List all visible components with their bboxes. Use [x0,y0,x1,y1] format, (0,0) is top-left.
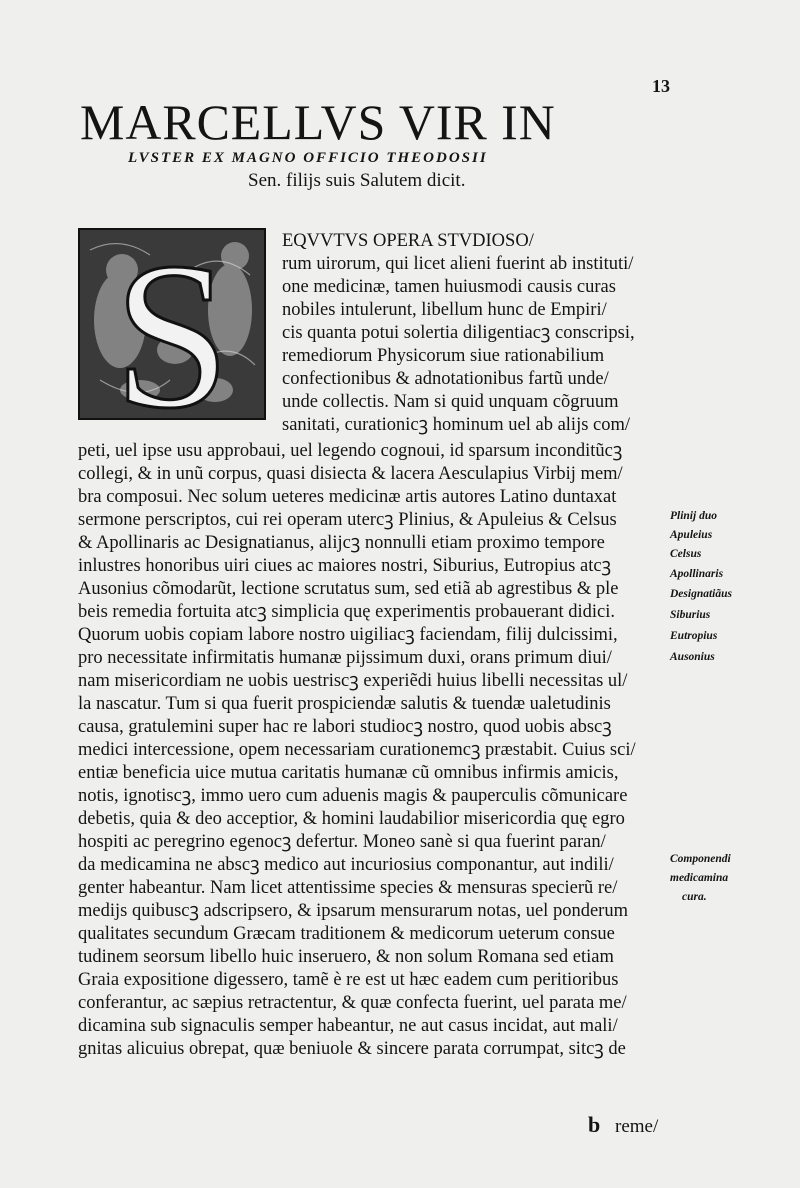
margin-note: cura. [682,891,707,903]
subtitle-line-2: Sen. filijs suis Salutem dicit. [248,170,466,191]
body-line: rum uirorum, qui licet alieni fuerint ab instituti/ [282,254,634,274]
decorated-initial [78,228,266,420]
body-line: one medicinæ, tamen huiusmodi causis curas [282,277,616,297]
margin-note: Plinij duo [670,510,717,522]
margin-note: medicamina [670,872,729,884]
body-line: cis quanta potui solertia diligentiacꝫ conscripsi, [282,323,635,343]
body-line: collegi, & in unũ corpus, quasi disiecta & lacera Aesculapius Virbij mem/ [78,464,623,484]
body-line: gnitas alicuius obrepat, quæ beniuole & sincere parata corrumpat, sitcꝫ de [78,1039,626,1059]
body-line: debetis, quia & deo acceptior, & homini laudabilior misericordia quę egro [78,809,625,829]
body-line: nobiles intulerunt, libellum hunc de Empiri/ [282,300,607,320]
margin-note: Celsus [670,548,702,560]
body-line: medijs quibuscꝫ adscripsero, & ipsarum mensurarum notas, uel ponderum [78,901,628,921]
body-line: genter habeantur. Nam licet attentissime species & mensuras specierũ re/ [78,878,618,898]
body-line: Graia expositione digessero, tamẽ è re est ut hæc eadem cum peritioribus [78,970,619,990]
body-line: pro necessitate infirmitatis humanæ pijssimum duxi, orans primum diui/ [78,648,612,668]
body-line: EQVVTVS OPERA STVDIOSO/ [282,231,534,251]
margin-note: Componendi [670,853,731,865]
body-line: inlustres honoribus uiri ciues ac maiores nostri, Siburius, Eutropius atcꝫ [78,556,612,576]
margin-note: Siburius [670,609,711,621]
catchword: reme/ [615,1116,659,1137]
body-line: conferantur, ac sæpius retractentur, & quæ confecta fuerint, uel parata me/ [78,993,627,1013]
margin-note: Apuleius [670,529,713,541]
body-line: unde collectis. Nam si quid unquam cõgruum [282,392,619,412]
body-line: da medicamina ne abscꝫ medico aut incuriosius componantur, aut indili/ [78,855,614,875]
page-number: 13 [652,76,670,96]
subtitle-line-1: LVSTER EX MAGNO OFFICIO THEODOSII [128,150,488,166]
body-line: confectionibus & adnotationibus fartũ unde/ [282,369,609,389]
body-line: Ausonius cõmodarũt, lectione scrutatus sum, sed etiã ab agrestibus & ple [78,579,619,599]
body-line: la nascatur. Tum si qua fuerit prospiciendæ salutis & tuendæ ualetudinis [78,694,611,714]
margin-note: Ausonius [670,651,715,663]
body-line: entiæ beneficia uice mutua caritatis humanæ cũ omnibus infirmis amicis, [78,763,619,783]
body-line: tudinem seorsum libello huic inseruero, & non solum Romana sed etiam [78,947,614,967]
body-line: sanitati, curationicꝫ hominum uel ab alijs com/ [282,415,631,435]
page-title: MARCELLVS VIR IN [80,94,556,150]
initial-letter: S [113,230,231,418]
margin-note: Apollinaris [670,568,724,580]
body-line: dicamina sub signaculis semper habeantur, ne aut casus incidat, aut mali/ [78,1016,618,1036]
body-line: & Apollinaris ac Designatianus, alijcꝫ nonnulli etiam proximo tempore [78,533,605,553]
body-line: remediorum Physicorum siue rationabilium [282,346,605,366]
margin-note: Designatiãus [670,588,732,600]
body-line: qualitates secundum Græcam traditionem & medicorum ueterum consue [78,924,615,944]
body-line: beis remedia fortuita atcꝫ simplicia quę experimentis probauerant didici. [78,602,616,622]
body-line: medici intercessione, opem necessariam curationemcꝫ præstabit. Cuius sci/ [78,740,636,760]
body-line: nam misericordiam ne uobis uestriscꝫ experiẽdi huius libelli necessitas ul/ [78,671,628,691]
signature-mark: b [588,1112,601,1137]
body-line: sermone perscriptos, cui rei operam utercꝫ Plinius, & Apuleius & Celsus [78,510,617,530]
body-line: hospiti ac peregrino egenocꝫ defertur. Moneo sanè si qua fuerint paran/ [78,832,606,852]
body-line: bra composui. Nec solum ueteres medicinæ artis autores Latino duntaxat [78,487,617,507]
body-line: peti, uel ipse usu approbaui, uel legendo cognoui, id sparsum inconditũcꝫ [78,441,623,461]
page-footer [588,1112,658,1138]
margin-note: Eutropius [670,630,718,642]
body-line: causa, gratulemini super hac re labori studiocꝫ nostro, quod uobis abscꝫ [78,717,612,737]
body-line: notis, ignotiscꝫ, immo uero cum aduenis magis & pauperculis cõmunicare [78,786,628,806]
body-line: Quorum uobis copiam labore nostro uigiliacꝫ faciendam, filij dulcissimi, [78,625,618,645]
